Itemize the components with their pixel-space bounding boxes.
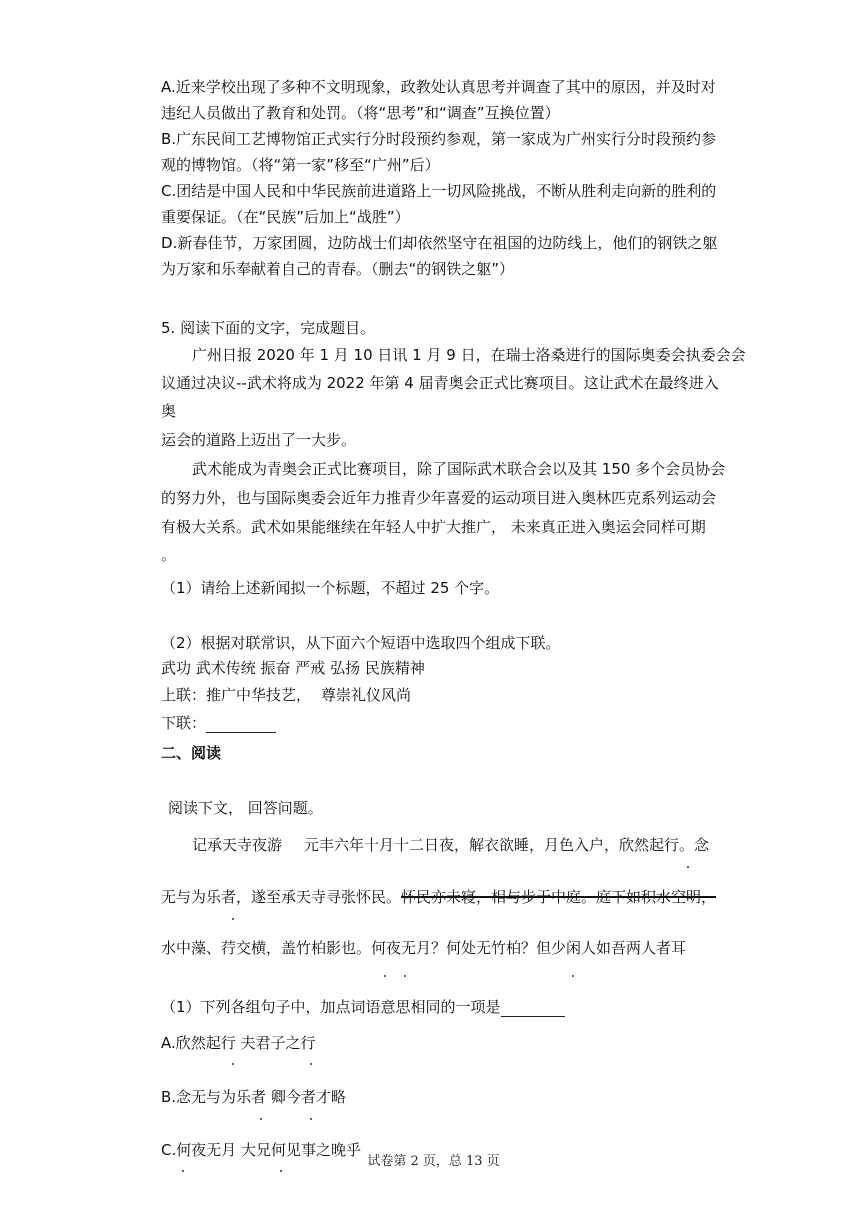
passage-line2 xyxy=(161,887,716,907)
reading-subquestion-1-text: （1）下列各组句子中，加点词语意思相同的一项是 xyxy=(161,998,501,1016)
reading-option-c: C.何夜无月 大兄何见事之晚乎 xyxy=(161,1141,362,1159)
q5-subquestion-1: （1）请给上述新闻拟一个标题，不超过 25 个字。 xyxy=(161,579,500,597)
reading-subquestion-1 xyxy=(161,997,565,1017)
option-a-line1: A.近来学校出现了多种不文明现象，政教处认真思考并调查了其中的原因，并及时对 xyxy=(161,78,716,96)
emphasis-dot xyxy=(280,1170,282,1172)
couplet-upper-line xyxy=(161,685,411,705)
q5-para2-line1: 武术能成为青奥会正式比赛项目，除了国际武术联合会以及其 150 多个会员协会 xyxy=(192,460,726,478)
emphasis-dot xyxy=(310,1118,312,1120)
passage-line3: 水中藻、荇交横，盖竹柏影也。何夜无月？何处无竹柏？但少闲人如吾两人者耳 xyxy=(161,939,687,957)
passage-line2-struck: 怀民亦未寝，相与步于中庭。庭下如积水空明， xyxy=(401,888,717,906)
option-b-line2: 观的博物馆。（将“第一家”移至“广州”后） xyxy=(161,156,440,174)
option-c-line2: 重要保证。（在“民族”后加上“战胜”） xyxy=(161,208,410,226)
couplet-lower-label: 下联： xyxy=(161,714,207,732)
emphasis-dot xyxy=(310,1063,312,1065)
emphasis-dot xyxy=(572,975,574,977)
passage-line1 xyxy=(192,835,709,855)
q5-subquestion-2: （2）根据对联常识，从下面六个短语中选取四个组成下联。 xyxy=(161,634,561,652)
q5-para2-line4: 。 xyxy=(161,546,177,564)
couplet-upper-label: 上联：推广中华技艺， xyxy=(161,686,312,704)
passage-line2-plain: 无与为乐者，遂至承天寺寻张怀民。 xyxy=(161,888,402,906)
section-heading: 二、阅读 xyxy=(161,744,222,762)
question-5-title: 5. 阅读下面的文字，完成题目。 xyxy=(161,319,376,337)
couplet-lower-line xyxy=(161,713,276,733)
q5-para1-line4: 运会的道路上迈出了一大步。 xyxy=(161,431,357,449)
emphasis-dot xyxy=(232,918,234,920)
emphasis-dot xyxy=(404,975,406,977)
option-c-line1: C.团结是中国人民和中华民族前进道路上一切风险挑战，不断从胜利走向新的胜利的 xyxy=(161,182,717,200)
emphasis-dot xyxy=(384,975,386,977)
q5-para2-line2: 的努力外，也与国际奥委会近年力推青少年喜爱的运动项目进入奥林匹克系列运动会 xyxy=(161,489,717,507)
page-footer: 试卷第 2 页，总 13 页 xyxy=(367,1154,500,1169)
option-d-line2: 为万家和乐奉献着自己的青春。（删去“的钢铁之躯”） xyxy=(161,260,515,278)
passage-title: 记承天寺夜游 xyxy=(192,836,283,854)
couplet-phrase-options: 武功 武术传统 振奋 严戒 弘扬 民族精神 xyxy=(161,659,425,677)
emphasis-dot xyxy=(232,1063,234,1065)
q5-para1-line1: 广州日报 2020 年 1 月 10 日讯 1 月 9 日，在瑞士洛桑进行的国际奥委会执委会会 xyxy=(192,346,746,364)
option-b-line1: B.广东民间工艺博物馆正式实行分时段预约参观，第一家成为广州实行分时段预约参 xyxy=(161,130,717,148)
q5-para1-line3: 奥 xyxy=(161,402,177,420)
answer-blank[interactable] xyxy=(206,718,276,733)
reading-option-a: A.欣然起行 夫君子之行 xyxy=(161,1034,316,1052)
couplet-upper-rest: 尊崇礼仪风尚 xyxy=(321,686,412,704)
reading-option-b: B.念无与为乐者 卿今者才略 xyxy=(161,1088,346,1106)
option-d-line1: D.新春佳节，万家团圆，边防战士们却依然坚守在祖国的边防线上，他们的钢铁之躯 xyxy=(161,234,718,252)
q5-para2-line3: 有极大关系。武术如果能继续在年轻人中扩大推广， 未来真正进入奥运会同样可期 xyxy=(161,518,706,536)
reading-intro: 阅读下文， 回答问题。 xyxy=(168,799,323,817)
option-a-line2: 违纪人员做出了教育和处罚。（将“思考”和“调查”互换位置） xyxy=(161,104,560,122)
passage-line1-text: 元丰六年十月十二日夜，解衣欲睡，月色入户，欣然起行。念 xyxy=(304,836,710,854)
emphasis-dot xyxy=(687,866,689,868)
q5-para1-line2: 议通过决议--武术将成为 2022 年第 4 届青奥会正式比赛项目。这让武术在最终进入 xyxy=(161,374,719,392)
answer-blank[interactable] xyxy=(501,1002,565,1017)
emphasis-dot xyxy=(260,1118,262,1120)
emphasis-dot xyxy=(182,1170,184,1172)
